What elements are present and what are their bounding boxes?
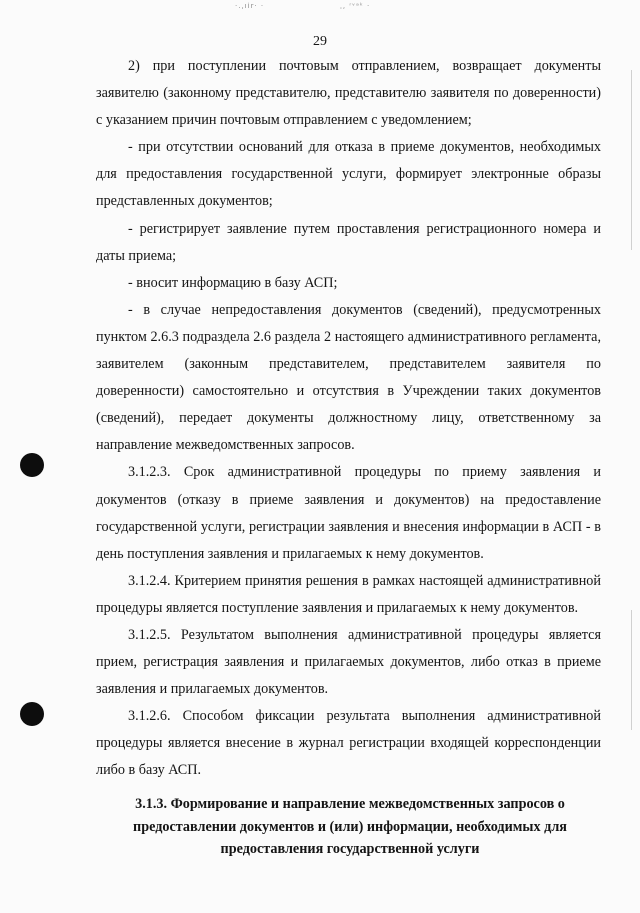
scan-noise-right: ˌ, ʳᵛᵃᵏ ·	[340, 2, 371, 10]
section-heading-3-1-3: 3.1.3. Формирование и направление межведомственных запросов о предоставлении документов и (или) информации, необходимых для предоставления государственной услуги	[133, 796, 567, 857]
paragraph-3-1-2-3: 3.1.2.3. Срок административной процедуры по приему заявления и документов (отказу в приеме заявления и документов) на предоставление государственной услуги, регистрации заявления и внесения информации в АСП - в день поступления заявления и прилагаемых к нему документов.	[96, 464, 601, 562]
paragraph-interagency-transfer: - в случае непредоставления документов (сведений), предусмотренных пунктом 2.6.3 подраздела 2.6 раздела 2 настоящего административного регламента, заявителем (законным представителем, представителем заявителя по доверенности) самостоятельно и отсутствия в Учреждении таких документов (сведений), передает документы должностному лицу, ответственному за направление межведомственных запросов.	[96, 301, 601, 454]
binder-hole-bottom	[20, 702, 44, 726]
body-text	[96, 53, 601, 785]
binder-hole-top	[20, 453, 44, 477]
scan-edge-line	[631, 70, 632, 250]
paragraph-postal-return: 2) при поступлении почтовым отправлением, возвращает документы заявителю (законному представителю, представителю заявителя по доверенности) с указанием причин почтовым отправлением с уведомлением;	[96, 58, 601, 129]
page-number: 29	[313, 34, 327, 49]
paragraph-3-1-2-5: 3.1.2.5. Результатом выполнения административной процедуры является прием, регистрация заявления и прилагаемых документов, либо отказ в приеме заявления и прилагаемых документов.	[96, 626, 601, 698]
paragraph-register-application: - регистрирует заявление путем проставления регистрационного номера и даты приема;	[96, 220, 601, 264]
scan-noise-left: ·.,ıı̇r· ·	[235, 2, 265, 10]
paragraph-3-1-2-6: 3.1.2.6. Способом фиксации результата выполнения административной процедуры является внесение в журнал регистрации входящей корреспонденции либо в базу АСП.	[96, 708, 601, 779]
paragraph-asp-database: - вносит информацию в базу АСП;	[128, 274, 338, 291]
paragraph-3-1-2-4: 3.1.2.4. Критерием принятия решения в рамках настоящей административной процедуры является поступление заявления и прилагаемых к нему документов.	[96, 572, 601, 616]
scan-edge-line-lower	[631, 610, 632, 730]
paragraph-electronic-images: - при отсутствии оснований для отказа в приеме документов, необходимых для предоставления государственной услуги, формирует электронные образы представленных документов;	[96, 139, 601, 210]
